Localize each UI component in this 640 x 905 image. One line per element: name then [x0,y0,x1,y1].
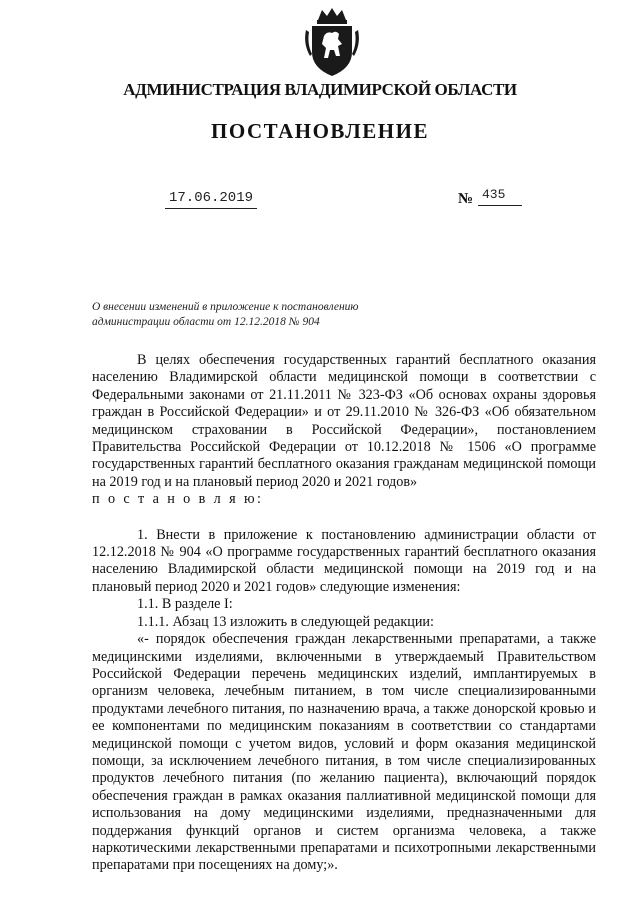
decree-word: п о с т а н о в л я ю: [92,491,264,508]
subject-line-1: О внесении изменений в приложение к постановлению [92,301,359,313]
number-sign: № [458,191,474,207]
document-body [92,352,596,875]
subject-line-2: администрации области от 12.12.2018 № 904 [92,316,320,328]
item-1-1-1-paragraph: 1.1.1. Абзац 13 изложить в следующей редакции: [137,613,434,630]
document-date: 17.06.2019 [165,190,257,209]
document-number: 435 [478,187,522,206]
quoted-amendment-paragraph: «- порядок обеспечения граждан лекарственными препаратами, а также медицинскими изделиями, включенными в утверждаемый Правительством Российской Федерации перечень медицинских изделий, имплантируемых в организм человека, лечебным питанием, в том числе специализированными продуктами лечебного питания, по назначению врача, а также донорской кровью и ее компонентами по медицинским показаниям в соответствии со стандартами медицинской помощи с учетом видов, условий и форм оказания медицинской помощи, за исключением лечебного питания, в том числе специализированных продуктов лечебного питания (по желанию пациента), включающий порядок обеспечения граждан в рамках оказания паллиативной медицинской помощи для использования на дому медицинскими изделиями, предназначенными для поддержания функций органов и систем организма человека, а также наркотическими лекарственными препаратами и психотропными лекарственными препаратами при посещениях на дому;». [92,631,596,874]
document-subject [92,300,422,330]
preamble-paragraph: В целях обеспечения государственных гарантий бесплатного оказания населению Владимирской области медицинской помощи в соответствии с Федеральными законами от 21.11.2011 № 323-ФЗ «Об основах охраны здоровья граждан в Российской Федерации» и от 29.11.2010 № 326-ФЗ «Об обязательном медицинском страховании в Российской Федерации», постановлением Правительства Российской Федерации от 10.12.2018 № 1506 «О программе государственных гарантий бесплатного оказания гражданам медицинской помощи на 2019 год и на плановый период 2020 и 2021 годов» [92,352,596,490]
vladimir-coat-of-arms-icon [300,6,364,80]
item-1-paragraph: 1. Внести в приложение к постановлению администрации области от 12.12.2018 № 904 «О программе государственных гарантий бесплатного оказания населению Владимирской области медицинской помощи на 2019 год и на плановый период 2020 и 2021 годов» следующие изменения: [92,526,596,595]
document-type-title: ПОСТАНОВЛЕНИЕ [211,119,429,143]
organization-title: АДМИНИСТРАЦИЯ ВЛАДИМИРСКОЙ ОБЛАСТИ [123,80,517,99]
item-1-1-paragraph: 1.1. В разделе I: [137,596,233,613]
